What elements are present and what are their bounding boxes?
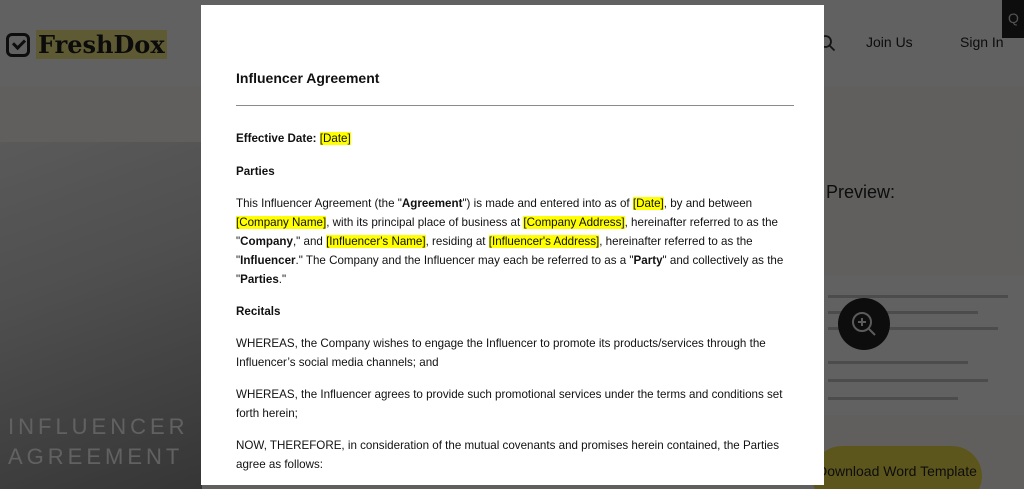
text-segment: ," and [292,235,327,248]
effective-date-line [236,129,792,148]
company-name-placeholder: [Company Name] [236,216,327,229]
date-placeholder: [Date] [632,197,664,210]
recital-1: WHEREAS, the Company wishes to engage the Influencer to promote its products/services through the Influencer’s social media channels; and [236,337,766,369]
text-segment: " and collectively as the " [236,254,784,286]
term-party: Party [633,254,663,267]
title-divider [236,105,794,106]
text-segment: , by and between [663,197,753,210]
text-segment: ." The Company and the Influencer may each be referred to as a " [295,254,634,267]
text-segment: ." [278,273,287,286]
text-segment: , hereinafter referred to as the " [236,216,778,248]
company-address-placeholder: [Company Address] [523,216,625,229]
recital-2: WHEREAS, the Influencer agrees to provide such promotional services under the terms and conditions set forth herein; [236,388,783,420]
text-segment: , residing at [425,235,489,248]
parties-paragraph [236,194,792,289]
text-segment: , with its principal place of business at [326,216,524,229]
influencer-address-placeholder: [Influencer's Address] [488,235,600,248]
text-segment: This Influencer Agreement (the " [236,197,402,210]
term-influencer: Influencer [240,254,296,267]
term-parties: Parties [240,273,279,286]
term-agreement: Agreement [401,197,463,210]
influencer-name-placeholder: [Influencer's Name] [326,235,426,248]
effective-date-label: Effective Date: [236,132,317,145]
text-segment: ") is made and entered into as of [462,197,633,210]
text-segment: , hereinafter referred to as the " [236,235,753,267]
recitals-heading: Recitals [236,305,281,318]
parties-heading: Parties [236,165,275,178]
term-company: Company [240,235,293,248]
date-placeholder: [Date] [319,132,351,145]
recital-3: NOW, THEREFORE, in consideration of the mutual covenants and promises herein contained, the Parties agree as follows: [236,439,780,471]
document-preview-modal [201,5,824,485]
document-title: Influencer Agreement [236,70,380,86]
